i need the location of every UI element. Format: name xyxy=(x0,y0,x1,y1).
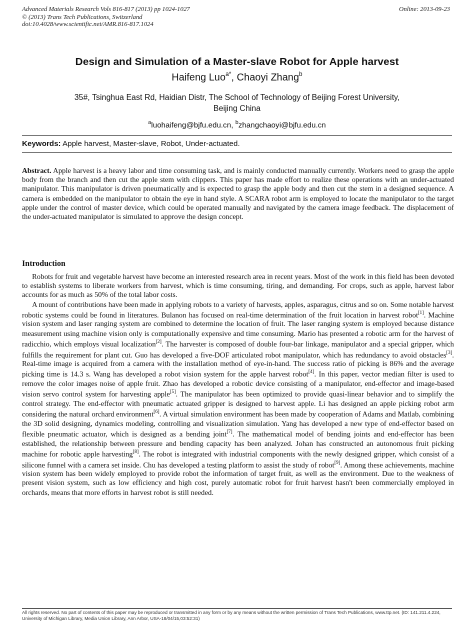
affiliation-line: Beijing China xyxy=(213,104,261,113)
citation-ref[interactable]: [8] xyxy=(132,449,139,455)
citation-ref[interactable]: [7] xyxy=(226,430,233,436)
intro-text-run: A mount of contributions have been made in applying robots to a variety of harvests, apples, asparagus, citrus and so on. Some notable harvest robotic systems could be found in literatures. Bulanon has focused on real-time determination of the fruit location in harvest robot xyxy=(22,299,454,320)
intro-text-run: . Real-time image is acquired from a camera with the installation method of eye-in-hand. The success ratio of picking is 86% and the average picking time is 14.3 s. Wang has developed a robot vision system for the apple harvest robot xyxy=(22,350,454,379)
author-sup: b xyxy=(299,72,303,78)
abstract-text: Apple harvest is a heavy labor and time consuming task, and is mainly conducted manually currently. Workers need to grasp the apple body from the branch and then cut the apple stem with clippers. This paper has made effort to realize these operations with an under-actuated manipulator. This manipulator is driven pneumatically and is expected to grasp the apple body and then cut the stem in a designed sequence. A camera is embedded on the manipulator to obtain the eye in hand style. A SCARA robot arm is employed to locate the manipulator to the target apple under the control of master device, which could be operated manually and navigated by the camera image feedback. The displacement of the under-actuated manipulator is simulated to approve the design concept. xyxy=(22,166,454,222)
email-sup: a xyxy=(148,120,152,126)
citation-ref[interactable]: [3] xyxy=(446,350,453,356)
affiliation-line: 35#, Tsinghua East Rd, Haidian Distr, The School of Technology of Beijing Forest University, xyxy=(74,93,400,102)
citation-ref[interactable]: [6] xyxy=(153,410,160,416)
keywords-label: Keywords: xyxy=(22,139,61,148)
affiliation xyxy=(0,92,474,114)
citation-ref[interactable]: [4] xyxy=(308,370,315,376)
intro-text-run: . The harvester is composed of double four-bar linkage, manipulator and a special gripper, which fulfills the requirement for plant cut. Guo has developed a five-DOF articulated robot manipulator, which has redundancy to avoid obstacles xyxy=(22,339,455,360)
author-name: Haifeng Luo xyxy=(171,72,226,84)
intro-paragraph-2 xyxy=(22,300,454,497)
keywords-text: Apple harvest, Master-slave, Robot, Under-actuated. xyxy=(62,139,240,148)
author-line xyxy=(0,72,474,83)
intro-text-run: . The manipulator has been optimized to provide quasi-linear behavior and to simplify the control strategy. The end-effector with pneumatic actuated gripper is designed to harvest apple. Li has designed an apple picking robot arm considering the natural orchard environment xyxy=(22,389,454,419)
section-heading: Introduction xyxy=(22,259,66,268)
intro-text-run: . A virtual simulation environment has been made by cooperation of Adams and Matlab, combining the 3D solid designing, dynamics modeling, controlling and visualization simulation. Yang has developed a new type of end-effector based on flexible pneumatic actuator, which is designed as a bending joint xyxy=(22,409,455,439)
author-sup: a* xyxy=(225,72,232,78)
intro-paragraph-1: Robots for fruit and vegetable harvest have become an interested research area in recent years. Most of the work in this field has been devoted to establish systems to liberate workers from harvest, which is time consuming, tiring, and demanding. For crops, such as apple, harvest labor accounts for as much as 50% of the total labor costs. xyxy=(22,272,454,300)
journal-citation: Advanced Materials Research Vols 816-817 (2013) pp 1024-1027 xyxy=(22,6,190,13)
footer-rule xyxy=(22,608,452,609)
copyright-footer: All rights reserved. No part of contents of this paper may be reproduced or transmitted in any form or by any means without the written permission of Trans Tech Publications, www.ttp.net. (ID: 141.211.4.224, University of Michigan Library, Media Union Library, Ann Arbor, USA-18/04/15,03:52:31) xyxy=(22,610,441,621)
email-sup: b xyxy=(235,120,239,126)
intro-text-run: . The mathematical model of bending joints and end-effector has been established, the relationship between pressure and bending capacity has been analyzed. Johan has constructed an autonomous fruit picking machine for robotic apple harvesting xyxy=(22,429,454,459)
citation-ref[interactable]: [1] xyxy=(418,310,424,316)
introduction-body xyxy=(22,272,454,497)
intro-text-run: . Machine vision system and laser ranging system are combined to determine the location of fruit. The laser ranging system is employed because distance measurement using machine vision only is computationally expensive and time consuming. Mario has presented a robotic arm for the harvest of radicchio, which employs visual localization xyxy=(22,310,454,349)
email-line: $^a$luohaifeng@bjfu.edu.cn, $^b$zhangchaoyi@bjfu.edu.cn xyxy=(148,120,326,130)
copyright-line: © (2013) Trans Tech Publications, Switzerland xyxy=(22,13,143,21)
abstract-label: Abstract. xyxy=(22,166,52,175)
author-separator: , xyxy=(231,72,237,84)
intro-text-run: . In this paper, vector median filter is used to remove the color images noise of apple fruit. Zhao has developed a robotic device consisting of a manipulator, end-effector and image-based vision servo control system for harvesting apple xyxy=(22,369,454,399)
journal-header xyxy=(22,6,190,29)
citation-ref[interactable]: [5] xyxy=(169,390,176,396)
citation-ref[interactable]: [9] xyxy=(334,460,341,466)
keywords xyxy=(22,139,240,148)
online-date: Online: 2013-09-23 xyxy=(399,6,450,13)
intro-text-run: . Among these achievements, machine vision system has been widely employed to provide robot the information of target fruit, as well as the environment. Due to the weakness of present vision system, such as low efficiency and high cost, purely automatic robot for fruit harvest hasn't been commercially employed in orchards, means that more efforts in harvest robot is still needed. xyxy=(22,460,454,497)
intro-text-run: . The robot is integrated with industrial components with the newly designed gripper, which consist of a silicone funnel with a camera set inside. Chu has developed a testing platform to assist the study of robot xyxy=(22,449,454,470)
keywords-rule-top xyxy=(22,135,452,136)
email-address[interactable]: zhangchaoyi@bjfu.edu.cn xyxy=(238,120,326,130)
citation-ref[interactable]: [2] xyxy=(155,339,162,345)
email-address[interactable]: luohaifeng@bjfu.edu.cn xyxy=(151,120,232,130)
abstract xyxy=(22,166,454,221)
doi-line: doi:10.4028/www.scientific.net/AMR.816-817.1024 xyxy=(22,21,154,29)
paper-title: Design and Simulation of a Master-slave Robot for Apple harvest xyxy=(75,56,399,68)
author-name: Chaoyi Zhang xyxy=(236,72,300,84)
keywords-rule-bottom xyxy=(22,152,452,153)
